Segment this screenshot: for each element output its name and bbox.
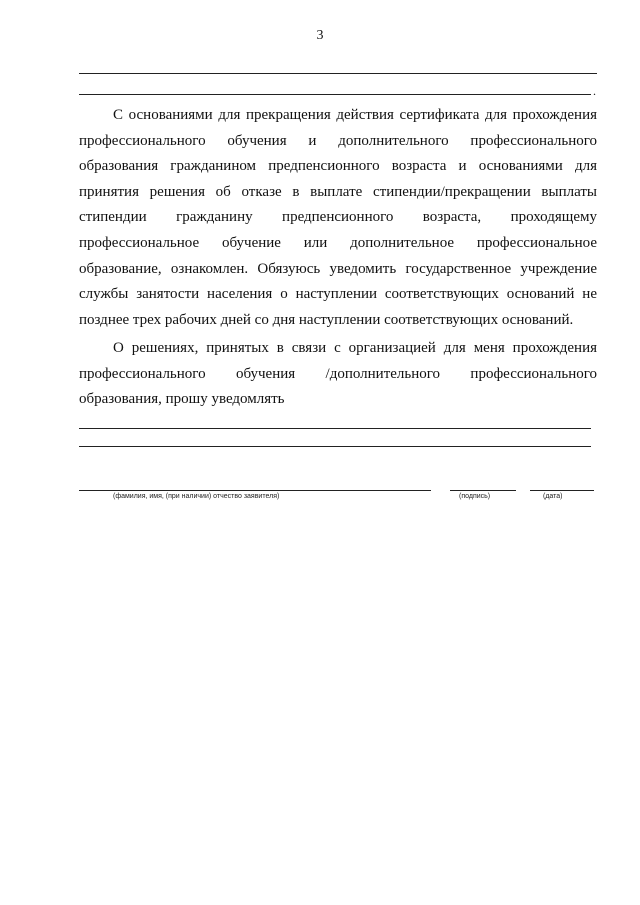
trailing-dot: . [593, 84, 596, 98]
fill-line-top-1 [79, 73, 597, 74]
notification-paragraph: О решениях, принятых в связи с организацией для меня прохождения профессионального обучения /дополнительного профессионального образования, прошу уведомлять [79, 340, 597, 408]
fill-line-bottom-1 [79, 428, 591, 429]
date-caption: (дата) [543, 493, 563, 500]
fill-line-bottom-2 [79, 446, 591, 447]
name-caption: (фамилия, имя, (при наличии) отчество заявителя) [113, 493, 280, 500]
acknowledgement-paragraph: С основаниями для прекращения действия сертификата для прохождения профессионального обучения и дополнительного профессионального образования гражданином предпенсионного возраста и основаниями для принятия решения об отказе в выплате стипендии/прекращении выплаты стипендии гражданину предпенсионного возраста, проходящему профессиональное обучение или дополнительное профессиональное образование, ознакомлен. Обязуюсь уведомить государственное учреждение службы занятости населения о наступлении соответствующих оснований не позднее трех рабочих дней со дня наступлении соответствующих оснований. [79, 107, 597, 328]
signature-caption: (подпись) [459, 493, 491, 500]
fill-line-top-2 [79, 94, 591, 95]
name-signature-line [79, 490, 431, 491]
date-line [530, 490, 594, 491]
page-number: 3 [316, 28, 324, 43]
signature-line [450, 490, 516, 491]
